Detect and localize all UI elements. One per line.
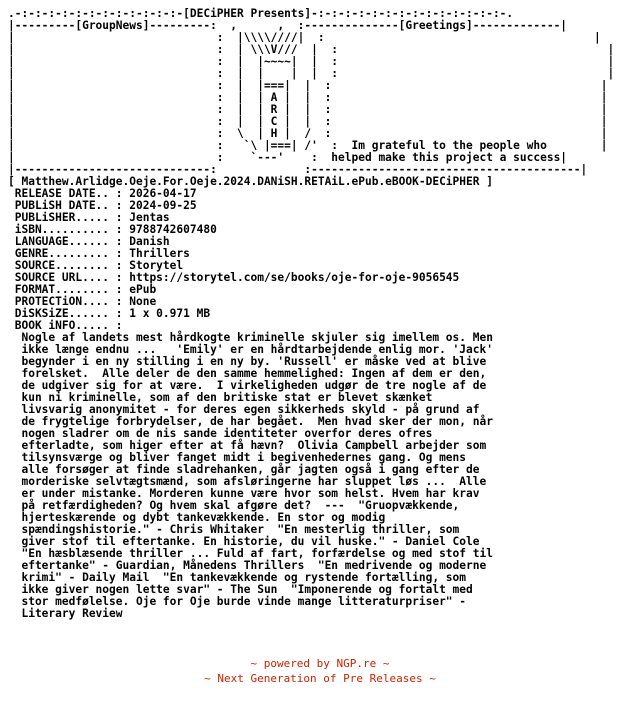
nfo-line: de frygtelige forbrydelser, de har begået. Men hvad sker der mon, når (8, 415, 493, 428)
nfo-line: | : | | A | | : | (8, 91, 608, 104)
nfo-line: FORMAT........ : ePub (8, 283, 157, 296)
nfo-line: tilsynsværge og bliver fanget midt i begivenhedernes gang. Og mens (8, 451, 467, 464)
nfo-line: | : | |~~~~| | : | (8, 55, 615, 68)
nfo-line: er under mistanke. Morderen kunne være hvor som helst. Hvem har krav (8, 487, 480, 500)
nfo-line: iSBN.......... : 9788742607480 (8, 223, 217, 236)
nfo-line: SOURCE URL.... : https://storytel.com/se/books/oje-for-oje-9056545 (8, 271, 460, 284)
nfo-line: | : | | R | | : | (8, 103, 608, 116)
nfo-line: PUBLiSHER..... : Jentas (8, 211, 170, 224)
nfo-line: | : |\\\\////| : | (8, 31, 601, 44)
nfo-line: nogen sladrer om de nis sande identiteter overfor deres ofres (8, 427, 433, 440)
nfo-line: .-:-:-:-:-:-:-:-:-:-:-:-:-[DECiPHER Presents]-:-:-:-:-:-:-:-:-:-:-:-:-:-:-. (8, 7, 514, 20)
nfo-line: begynder i en ny stilling i en ny by. 'Russell' er måske ved at blive (8, 355, 487, 368)
nfo-line: DiSKSiZE...... : 1 x 0.971 MB (8, 307, 211, 320)
nfo-line: RELEASE DATE.. : 2026-04-17 (8, 187, 197, 200)
nfo-line: kun ni kriminelle, som af den britiske stat er blevet skænket (8, 391, 433, 404)
nfo-line: spændingshistorie." - Chris Whitaker "En mesterlig thriller, som (8, 523, 460, 536)
nfo-line: PUBLiSH DATE.. : 2024-09-25 (8, 199, 197, 212)
nfo-line: efterladte, som higer efter at få hævn? Olivia Campbell arbejder som (8, 439, 487, 452)
nfo-line: | : | |===| | : | (8, 79, 608, 92)
nfo-line: |-----------------------------: :----------------------------------------| (8, 163, 588, 176)
nfo-line: [ Matthew.Arlidge.Oeje.For.Oeje.2024.DANiSH.RETAiL.ePub.eBOOK-DECiPHER ] (8, 175, 493, 188)
nfo-line: | : `---' : helped make this project a success| (8, 151, 568, 164)
footer-tagline: ~ Next Generation of Pre Releases ~ (204, 672, 436, 685)
nfo-line: alle forsøger at finde sladrehanken, går jagten også i gang efter de (8, 463, 480, 476)
nfo-line: | : | | | | : | (8, 67, 615, 80)
nfo-line: på retfærdigheden? Og hvem skal afgøre det? --- "Gruopvækkende, (8, 499, 460, 512)
nfo-line: livsvarig anonymitet - for deres egen sikkerheds skyld - på grund af (8, 403, 480, 416)
nfo-line: de udgiver sig for at være. I virkeligheden udgør de tre nogle af de (8, 379, 487, 392)
nfo-line: ikke giver nogen lette svar" - The Sun "Imponerende og fortalt med (8, 583, 473, 596)
nfo-line: GENRE......... : Thrillers (8, 247, 190, 260)
nfo-line: PROTECTiON.... : None (8, 295, 157, 308)
nfo-line: ikke længe endnu ... 'Emily' er en hårdtarbejdende enlig mor. 'Jack' (8, 343, 493, 356)
nfo-line: stor medfølelse. Oje for Oje burde vinde mange litteraturpriser" - (8, 595, 467, 608)
nfo-line: | : | \\\V/// | : | (8, 43, 615, 56)
nfo-line: krimi" - Daily Mail "En tankevækkende og rystende fortælling, som (8, 571, 467, 584)
nfo-line: | : `\ |===| /' : Im grateful to the people who | (8, 139, 608, 152)
footer-powered-by: ~ powered by NGP.re ~ (250, 657, 390, 670)
nfo-line: hjerteskærende og dybt tankevækkende. En stor og modig (8, 511, 386, 524)
nfo-line: | : | | C | | : | (8, 115, 608, 128)
nfo-line: giver stof til eftertanke. En historie, du vil huske." - Daniel Cole (8, 535, 480, 548)
nfo-line: | : \ | H | / : | (8, 127, 608, 140)
nfo-text (8, 8, 614, 620)
nfo-line: Literary Review (8, 607, 123, 620)
nfo-line: SOURCE........ : Storytel (8, 259, 184, 272)
nfo-line: eftertanke" - Guardian, Månedens Thrillers "En medrivende og moderne (8, 559, 487, 572)
footer (0, 656, 640, 686)
nfo-line: BOOK iNFO..... : (8, 319, 123, 332)
nfo-line: morderiske selvtægtsmænd, som afsløringerne har sluppet løs ... Alle (8, 475, 487, 488)
nfo-line: forelsket. Alle deler de den samme hemmelighed: Ingen af dem er den, (8, 367, 487, 380)
nfo-line: LANGUAGE...... : Danish (8, 235, 170, 248)
nfo-line: "En hæsblæsende thriller ... Fuld af fart, forfærdelse og med stof til (8, 547, 493, 560)
nfo-line: Nogle af landets mest hårdkogte kriminelle skjuler sig imellem os. Men (8, 331, 493, 344)
nfo-line: |---------[GroupNews]---------: , , :--------------[Greetings]-------------| (8, 19, 568, 32)
